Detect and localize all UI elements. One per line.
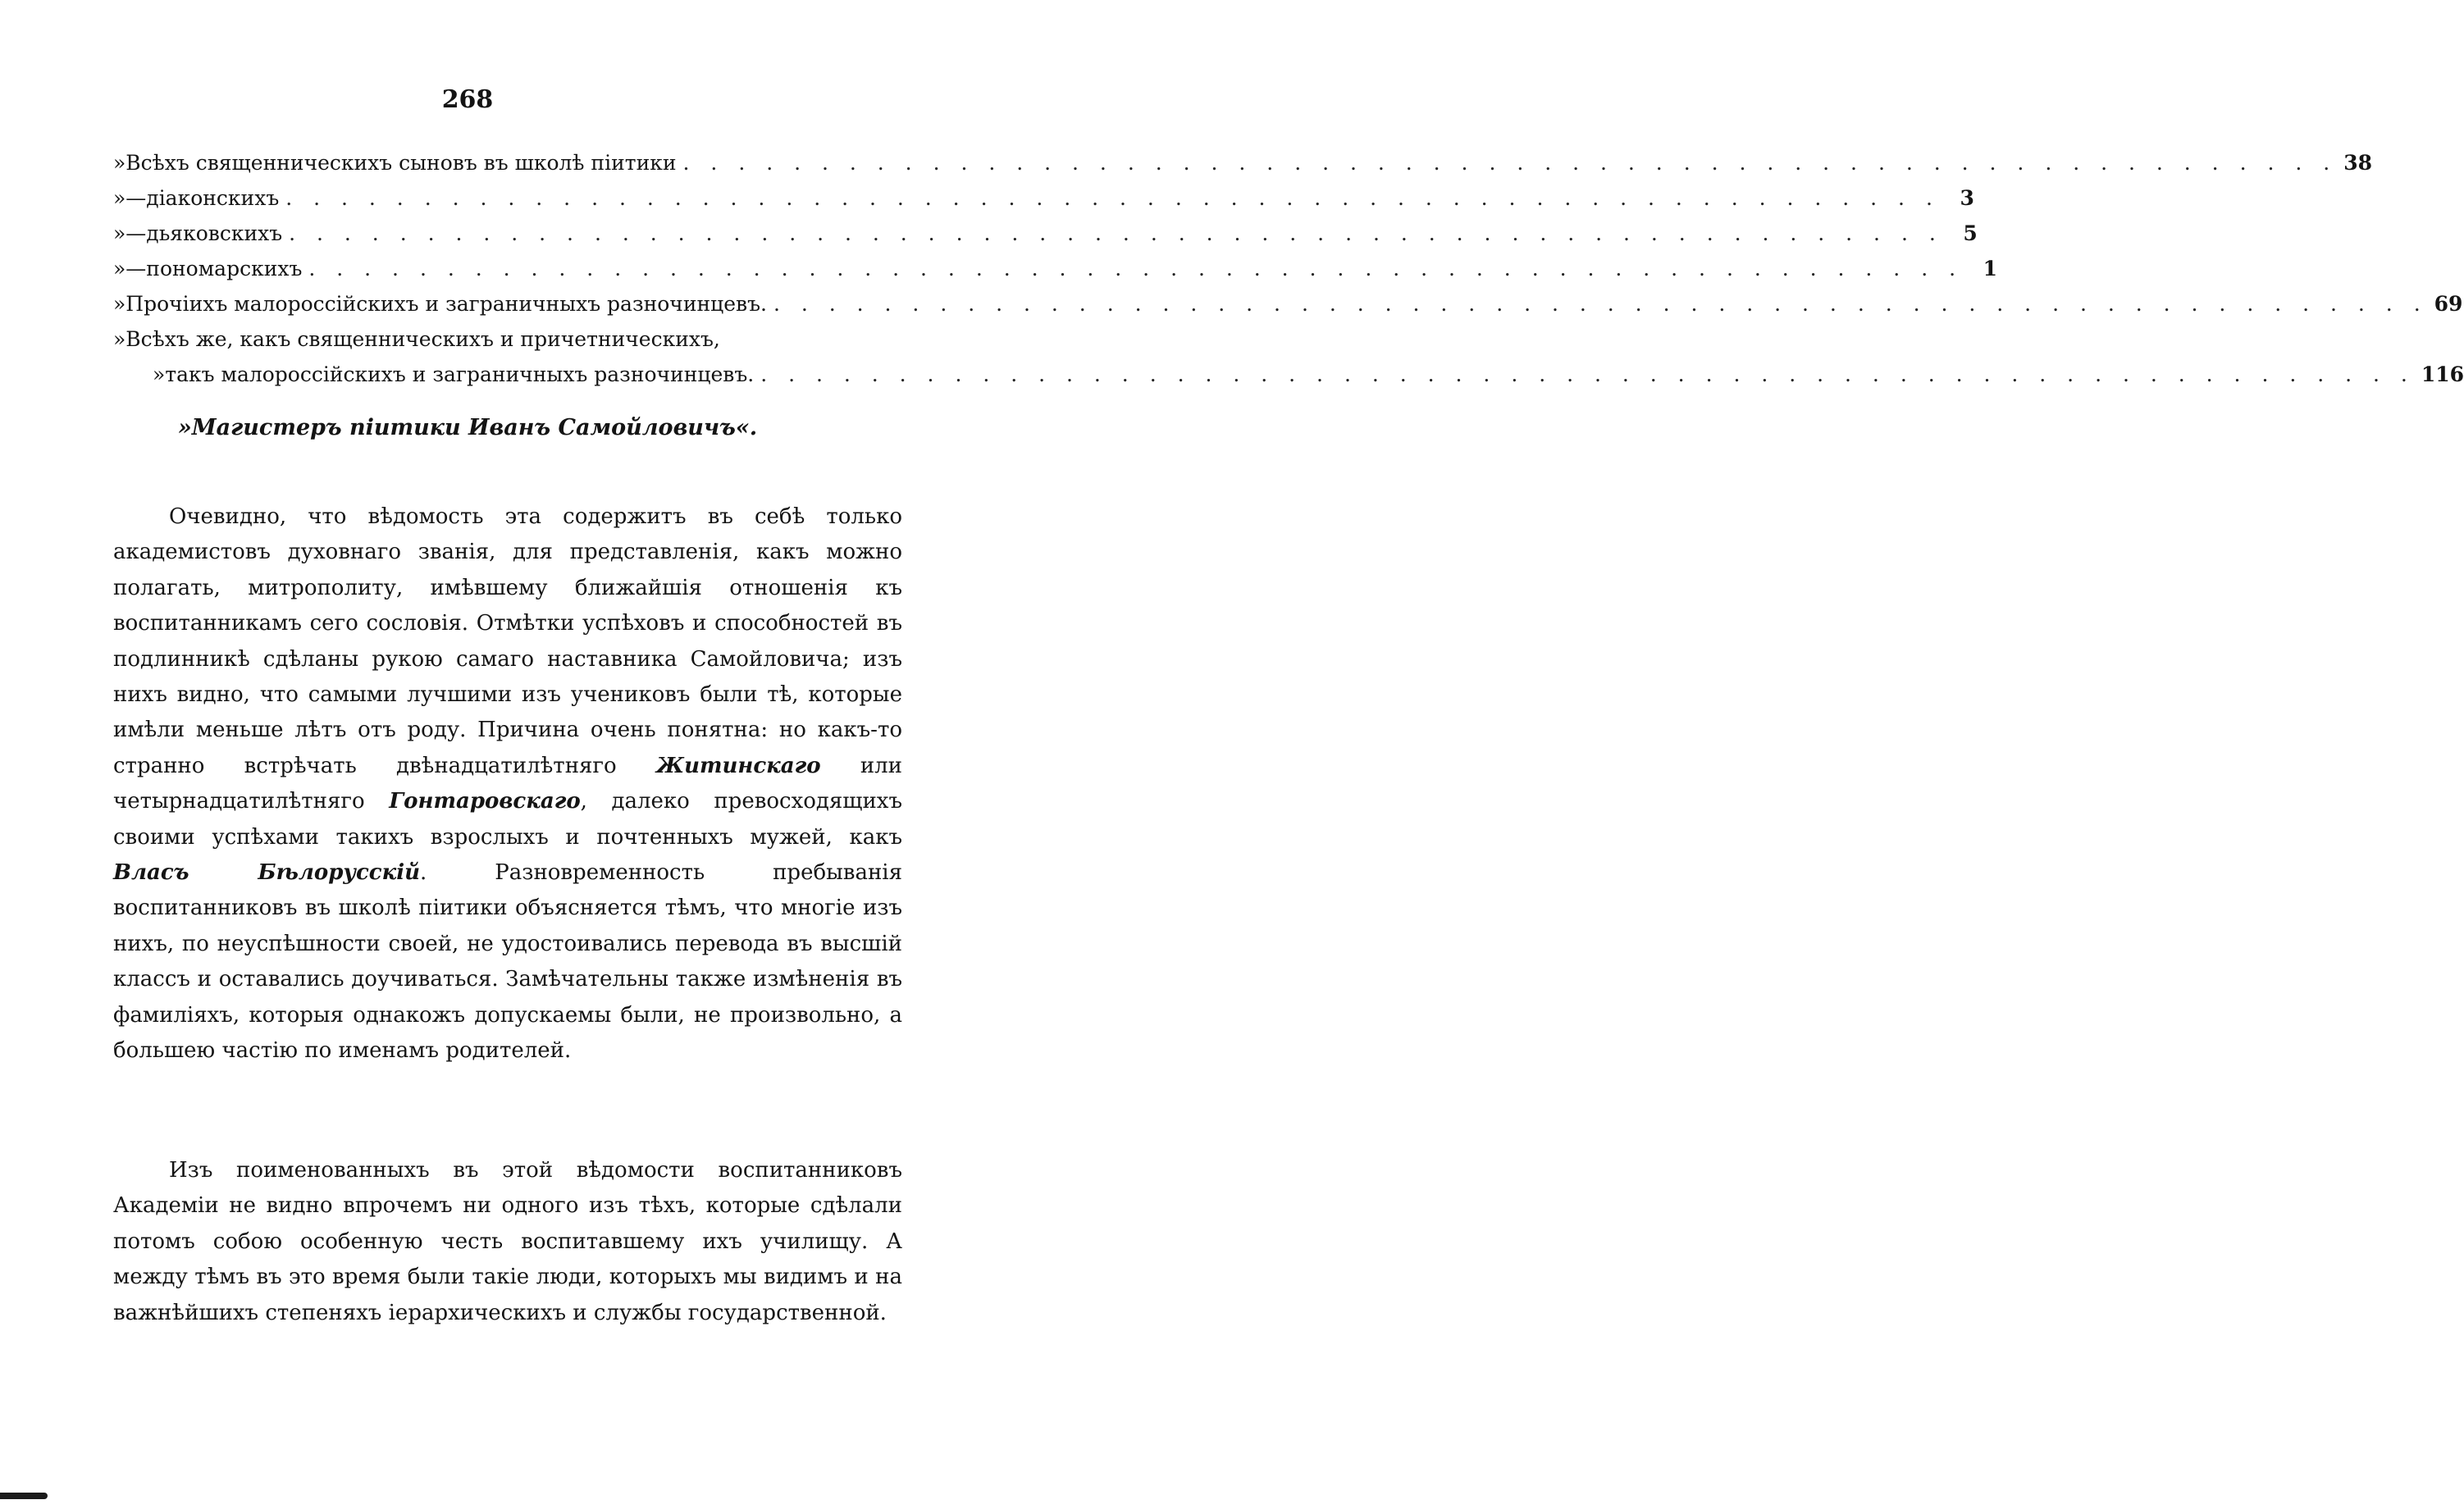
list-row bbox=[113, 362, 2464, 398]
leader-dots: . . . . . . . . . . . . . . . . . . . . . . . . . . . . . . . . . . . . . . . . . . . . . . . . . . . . . . . . . . . . bbox=[289, 221, 1943, 245]
statistics-list bbox=[113, 151, 2464, 398]
list-row bbox=[113, 151, 2372, 186]
paragraph-text: Очевидно, что вѣдомость эта содержитъ въ себѣ только академистовъ духовнаго званія, для представленія, какъ можно полагать, митрополиту, имѣвшему ближайшія отношенія къ воспитанникамъ сего сословія. Отмѣтки успѣховъ и способностей въ подлинникѣ сдѣланы рукою самаго наставника Самойловича; изъ нихъ видно, что самыми лучшими изъ учениковъ были тѣ, которые имѣли меньше лѣтъ отъ роду. Причина очень понятна: но какъ-то странно встрѣчать двѣнадцатилѣтняго bbox=[113, 504, 902, 778]
ditto-dash: — bbox=[125, 221, 147, 245]
row-count: 3 bbox=[1960, 186, 1974, 210]
row-label: »Прочіихъ малороссійскихъ и заграничныхъ разночинцевъ. bbox=[113, 292, 767, 316]
row-quote: » bbox=[113, 221, 126, 245]
row-label: »такъ малороссійскихъ и заграничныхъ разночинцевъ. bbox=[153, 362, 755, 386]
list-row bbox=[113, 257, 1998, 292]
row-count: 38 bbox=[2343, 151, 2372, 175]
page-number: 268 bbox=[441, 85, 494, 114]
leader-dots: . . . . . . . . . . . . . . . . . . . . . . . . . . . . . . . . . . . . . . . . . . . . . . . . . . . . . . . . . . . . bbox=[682, 151, 2338, 175]
ditto-dash: — bbox=[125, 257, 147, 280]
row-label: пономарскихъ bbox=[146, 257, 303, 280]
signature-line: »Магистеръ піитики Иванъ Самойловичъ«. bbox=[177, 415, 758, 440]
paragraph-text: , далеко превосходящихъ своими успѣхами такихъ взрослыхъ и почтенныхъ мужей, какъ bbox=[113, 789, 903, 850]
row-label: »Всѣхъ же, какъ священническихъ и причетническихъ, bbox=[113, 327, 720, 351]
row-count: 69 bbox=[2434, 292, 2463, 316]
leader-dots: . . . . . . . . . . . . . . . . . . . . . . . . . . . . . . . . . . . . . . . . . . . . . . . . . . . . . . . . . . . . bbox=[285, 186, 1940, 210]
row-count: 1 bbox=[1983, 257, 1998, 280]
row-quote: » bbox=[113, 257, 126, 280]
proper-name: Власъ Бѣлорусскій bbox=[113, 860, 421, 886]
proper-name: Житинскаго bbox=[655, 753, 821, 778]
row-count: 5 bbox=[1963, 221, 1978, 245]
row-count: 116 bbox=[2421, 362, 2464, 386]
row-label: діаконскихъ bbox=[146, 186, 280, 210]
list-row bbox=[113, 327, 901, 362]
list-row bbox=[113, 292, 2463, 327]
row-label: »Всѣхъ священническихъ сыновъ въ школѣ піитики bbox=[113, 151, 677, 175]
scan-edge-mark bbox=[0, 1493, 48, 1499]
list-row bbox=[113, 186, 1974, 221]
leader-dots: . . . . . . . . . . . . . . . . . . . . . . . . . . . . . . . . . . . . . . . . . . . . . . . . . . . . . . . . . . . . bbox=[773, 292, 2428, 316]
ditto-dash: — bbox=[125, 186, 147, 210]
row-quote: » bbox=[113, 186, 126, 210]
paragraph-text: . Разновременность пребыванія воспитанниковъ въ школѣ піитики объясняется тѣмъ, что многіе изъ нихъ, по неуспѣшности своей, не удостоивались перевода въ высшій классъ и оставались доучиваться. Замѣчательны также измѣненія въ фамиліяхъ, которыя однакожъ допускаемы были, не произвольно, а большею частію по именамъ родителей. bbox=[113, 860, 902, 1064]
list-row bbox=[113, 221, 1978, 257]
proper-name: Гонтаровскаго bbox=[389, 789, 581, 814]
paragraph-2: Изъ поименованныхъ въ этой вѣдомости воспитанниковъ Академіи не видно впрочемъ ни одного изъ тѣхъ, которые сдѣлали потомъ собою особенную честь воспитавшему ихъ училищу. А между тѣмъ въ это время были такіе люди, которыхъ мы видимъ и на важнѣйшихъ степеняхъ іерархическихъ и службы государственной. bbox=[113, 1158, 902, 1325]
row-label: дьяковскихъ bbox=[146, 221, 283, 245]
leader-dots: . . . . . . . . . . . . . . . . . . . . . . . . . . . . . . . . . . . . . . . . . . . . . . . . . . . . . . . . . . . . bbox=[308, 257, 1964, 280]
paragraph-1 bbox=[113, 499, 902, 1069]
leader-dots: . . . . . . . . . . . . . . . . . . . . . . . . . . . . . . . . . . . . . . . . . . . . . . . . . . . . . . . . . . . . bbox=[760, 362, 2415, 386]
paragraph-text: или четырнадцатилѣтняго bbox=[113, 753, 902, 814]
